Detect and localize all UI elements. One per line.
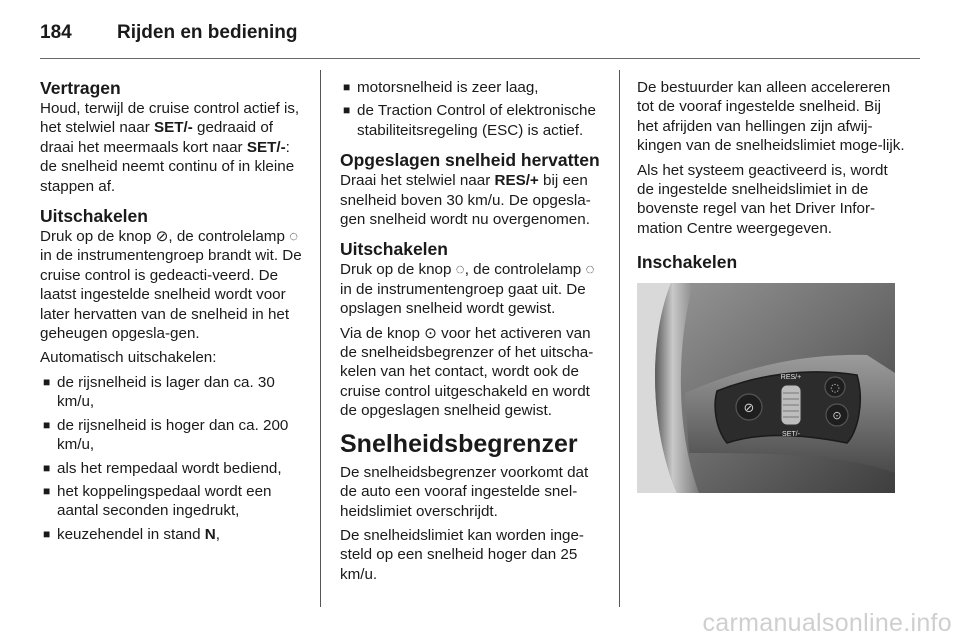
paragraph-uitschakelen-2: Druk op de knop ◌, de controlelamp ◌ in de instrumentengroep gaat uit. De opslagen snelheid wordt gewist. — [340, 261, 595, 318]
list-item: ■ de rijsnelheid is lager dan ca. 30 km/u, — [43, 373, 275, 411]
inline-symbol-icon: ◌ — [585, 261, 595, 279]
paragraph-via-knop: Via de knop ⊙ voor het activeren van de snelheidsbegrenzer of het uitscha-kelen van het contact, wordt ook de cruise control uitgeschakeld en wordt de opgeslagen snelheid gewist. — [340, 324, 594, 420]
list-item: ■ keuzehendel in stand N, — [43, 525, 220, 543]
list-item: ■ de Traction Control of elektronische stabiliteitsregeling (ESC) is actief. — [343, 102, 596, 139]
paragraph-vertragen: Houd, terwijl de cruise control actief is, het stelwiel naar SET/- gedraaid of draai het meermaals kort naar SET/-: de snelheid neemt continu of in kleine stappen af. — [40, 100, 300, 195]
bullet-icon: ■ — [43, 526, 51, 541]
inline-symbol-icon: ⊙ — [424, 324, 437, 342]
label-res: RES/+ — [780, 374, 802, 382]
inline-symbol-icon: ⊘ — [155, 228, 169, 246]
paragraph-sb-2: De snelheidslimiet kan worden inge-steld op een snelheid hoger dan 25 km/u. — [340, 526, 584, 583]
paragraph-uitschakelen: Druk op de knop ⊘, de controlelamp ◌ in de instrumentengroep brandt wit. De cruise control is gedeacti-veerd. De laatst ingestelde snelheid wordt voor later hervatten van de snelheid in het geheugen opgesla-gen. — [40, 228, 302, 343]
heading-inschakelen: Inschakelen — [637, 252, 738, 273]
continuation-list — [340, 78, 604, 140]
column-1 — [40, 78, 306, 548]
bullet-icon: ■ — [43, 483, 51, 498]
label-set: SET/- — [782, 431, 800, 439]
list-item: ■ motorsnelheid is zeer laag, — [343, 79, 539, 96]
page-title: Rijden en bediening — [117, 22, 298, 43]
column-2 — [340, 78, 604, 589]
bullet-icon: ■ — [343, 103, 351, 118]
cruise-lamp-icon: ◌ — [830, 381, 840, 395]
heading-vertragen: Vertragen — [40, 78, 121, 98]
paragraph-col3-1: De bestuurder kan alleen accelereren tot de vooraf ingestelde snelheid. Bij het afrijden van hellingen zijn afwij-kingen van de snelheidslimiet moge-lijk. — [637, 79, 905, 155]
section-title-snelheidsbegrenzer: Snelheidsbegrenzer — [340, 429, 578, 458]
list-item: ■ het koppelingspedaal wordt een aantal seconden ingedrukt, — [43, 482, 272, 520]
inline-symbol-icon: ◌ — [289, 228, 299, 246]
auto-off-list — [40, 373, 306, 544]
column-divider-2 — [619, 70, 620, 607]
cruise-control-icon: ⊘ — [743, 401, 755, 417]
paragraph-sb-1: De snelheidsbegrenzer voorkomt dat de auto een vooraf ingestelde snel-heidslimiet overschrijdt. — [340, 463, 589, 520]
paragraph-col3-2: Als het systeem geactiveerd is, wordt de ingestelde snelheidslimiet in de bovenste regel van het Driver Infor-mation Centre weergegeven. — [637, 161, 888, 237]
list-item: ■ als het rempedaal wordt bediend, — [43, 459, 282, 477]
bullet-icon: ■ — [43, 417, 51, 432]
heading-uitschakelen-2: Uitschakelen — [340, 239, 448, 260]
column-divider-1 — [320, 70, 321, 607]
list-item: ■ de rijsnelheid is hoger dan ca. 200 km/u, — [43, 416, 289, 454]
paragraph-hervatten: Draai het stelwiel naar RES/+ bij een snelheid boven 30 km/u. De opgesla-gen snelheid wordt nu overgenomen. — [340, 172, 591, 229]
paragraph-auto-intro: Automatisch uitschakelen: — [40, 349, 217, 367]
bullet-icon: ■ — [343, 80, 351, 94]
inline-symbol-icon: ◌ — [455, 261, 465, 279]
heading-hervatten: Opgeslagen snelheid hervatten — [340, 150, 600, 171]
steering-wheel-illustration — [637, 283, 895, 493]
bullet-icon: ■ — [43, 460, 51, 475]
column-3 — [637, 78, 905, 493]
watermark: carmanualsonline.info — [702, 609, 952, 637]
heading-uitschakelen: Uitschakelen — [40, 206, 148, 227]
bullet-icon: ■ — [43, 374, 51, 389]
page-number: 184 — [40, 22, 72, 43]
steering-wheel-figure — [637, 283, 895, 493]
header-rule — [40, 58, 920, 59]
limiter-icon: ⊙ — [832, 409, 842, 423]
